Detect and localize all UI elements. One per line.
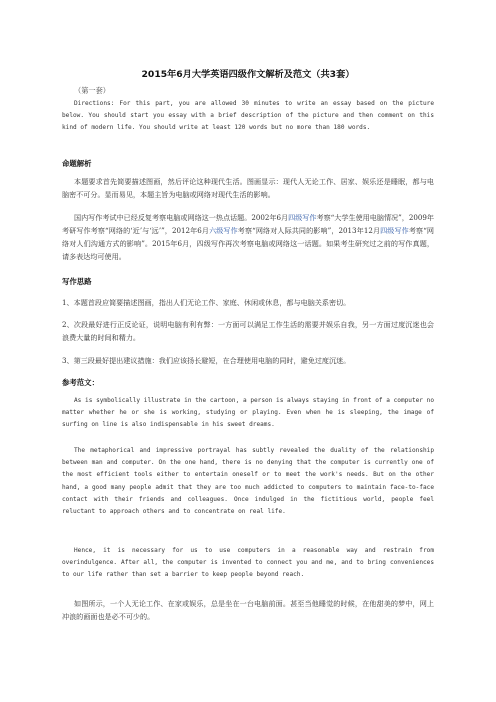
heading-analysis: 命题解析 xyxy=(62,159,92,168)
translation-paragraph-1: 如图所示，一个人无论工作、在家或娱乐，总是坐在一台电脑前面。甚至当他睡觉的时候，在他甜美的梦中，网上冲浪的画面也是必不可少的。 xyxy=(62,599,434,621)
link-cet4-writing[interactable]: 四级写作 xyxy=(380,226,409,235)
idea-2: 2、次段最好进行正反论证，说明电脑有利有弊：一方面可以满足工作生活的需要并娱乐自我，另一方面过度沉迷也会浪费大量的时间和精力。 xyxy=(62,320,434,342)
idea-3: 3、第三段最好提出建议措施：我们应该扬长避短，在合理使用电脑的同时，避免过度沉迷。 xyxy=(62,356,351,365)
analysis-paragraph-2 xyxy=(62,211,434,263)
analysis-text: 考察“网络对人际共同的影响”，2013年12月 xyxy=(237,226,381,235)
essay-paragraph-3: Hence, it is necessary for us to use computers in a reasonable way and restrain from overindulgence. After all, the computer is invented to connect you and me, and to bring conveniences to our life rather than set a barrier to keep people beyond reach. xyxy=(62,547,434,579)
heading-ideas: 写作思路 xyxy=(62,277,92,286)
document-title: 2015年6月大学英语四级作文解析及范文（共3套） xyxy=(141,69,355,80)
analysis-text: 考察“网络对人们沟通方式的影响”。2015年6月，四级写作再次考察电脑或网络这一话题。如果考生研究过之前的写作真题，请多表达均可使用。 xyxy=(62,226,435,261)
essay-paragraph-1: As is symbolically illustrate in the cartoon, a person is always staying in front of a computer no matter whether he or she is working, studying or playing. Even when he is sleeping, the image of surfing on line is also indispensable in his sweet dreams. xyxy=(62,397,434,429)
essay-paragraph-2: The metaphorical and impressive portrayal has subtly revealed the duality of the relationship between man and computer. On the one hand, there is no denying that the computer is currently one of the most efficient tools either to entertain oneself or to meet the work's needs. But on the other hand, a good many people admit that they are too much addicted to computers to maintain face-to-face contact with their friends and colleagues. Once indulged in the fictitious world, people feel reluctant to approach others and to concentrate on real life. xyxy=(62,447,434,516)
analysis-paragraph-1: 本题要求首先简要描述图画，然后评论这种现代生活。图画显示：现代人无论工作、居家、娱乐还是睡眠，都与电脑密不可分。显而易见，本题主旨为电脑或网络对现代生活的影响。 xyxy=(62,177,434,199)
analysis-text: 国内写作考试中已经反复考察电脑或网络这一热点话题。2002年6月 xyxy=(74,213,289,222)
link-cet6-writing[interactable]: 六级写作 xyxy=(209,226,238,235)
set-label: （第一套） xyxy=(74,86,110,95)
directions-paragraph: Directions: For this part, you are allowed 30 minutes to write an essay based on the picture below. You should start you essay with a brief description of the picture and then comment on this kind of modern life. You should write at least 120 words but no more than 180 words. xyxy=(62,100,434,132)
analysis-text: 考察“大学生使用电脑情况”，2009年考研写作考察“网络的‘近’与‘远’”，2012年6月 xyxy=(62,213,435,235)
idea-1: 1、本题首段应简要描述图画，指出人们无论工作、家庭、休闲或休息，都与电脑关系密切。 xyxy=(62,298,351,307)
heading-sample-essay: 参考范文： xyxy=(62,378,99,387)
link-cet4-writing[interactable]: 四级写作 xyxy=(288,213,317,222)
